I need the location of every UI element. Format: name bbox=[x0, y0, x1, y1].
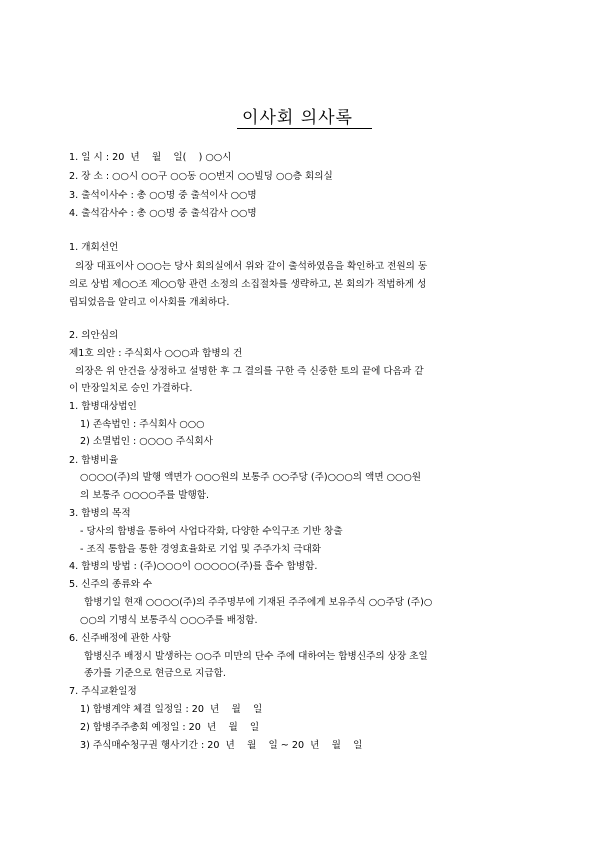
agenda-intro-line: 의장은 위 안건을 상정하고 설명한 후 그 결의를 구한 즉 신중한 토의 끝에 다음과 같 bbox=[69, 366, 424, 377]
header-auditors: 4. 출석감사수 : 총 ○○명 중 출석감사 ○○명 bbox=[69, 208, 257, 219]
opening-line: 의장 대표이사 ○○○는 당사 회의실에서 위와 같이 출석하였음을 확인하고 전원의 동 bbox=[69, 261, 428, 272]
merger-ratio-heading: 2. 합병비율 bbox=[69, 455, 119, 466]
agenda-heading: 2. 의안심의 bbox=[69, 330, 119, 341]
schedule-item: 1) 합병계약 체결 일정일 : 20 년 월 일 bbox=[80, 704, 263, 715]
merger-purpose-line: - 당사의 합병을 통하여 사업다각화, 다양한 수익구조 기반 창출 bbox=[80, 526, 343, 537]
opening-line: 립되었음을 알리고 이사회를 개최하다. bbox=[69, 297, 230, 308]
merger-purpose-line: - 조직 통합을 통한 경영효율화로 기업 및 주주가치 극대화 bbox=[80, 544, 322, 555]
document-title: 이사회 의사록 bbox=[242, 108, 353, 128]
new-shares-line: ○○의 기명식 보통주식 ○○○주를 배정함. bbox=[80, 615, 258, 626]
title-underline bbox=[237, 128, 372, 129]
agenda-item-title: 제1호 의안 : 주식회사 ○○○과 합병의 건 bbox=[69, 348, 243, 359]
schedule-heading: 7. 주식교환일정 bbox=[69, 686, 137, 697]
header-directors: 3. 출석이사수 : 총 ○○명 중 출석이사 ○○명 bbox=[69, 190, 257, 201]
allocation-line: 종가를 기준으로 현금으로 지급함. bbox=[84, 668, 226, 679]
new-shares-heading: 5. 신주의 종류와 수 bbox=[69, 579, 153, 590]
schedule-item: 3) 주식매수청구권 행사기간 : 20 년 월 일 ~ 20 년 월 일 bbox=[80, 740, 363, 751]
header-date: 1. 일 시 : 20 년 월 일( ) ○○시 bbox=[69, 152, 232, 163]
opening-line: 의로 상법 제○○조 제○○항 관련 소정의 소집절차를 생략하고, 본 회의가 적법하게 성 bbox=[69, 279, 427, 290]
merger-target-heading: 1. 합병대상법인 bbox=[69, 401, 137, 412]
merger-ratio-line: ○○○○(주)의 발행 액면가 ○○○원의 보통주 ○○주당 (주)○○○의 액면 ○○○원 bbox=[80, 472, 422, 483]
agenda-intro-line: 이 만장일치로 승인 가결하다. bbox=[69, 383, 193, 394]
schedule-item: 2) 합병주주총회 예정일 : 20 년 월 일 bbox=[80, 722, 260, 733]
merger-ratio-line: 의 보통주 ○○○○주를 발행함. bbox=[80, 490, 210, 501]
merger-purpose-heading: 3. 합병의 목적 bbox=[69, 508, 131, 519]
surviving-entity: 1) 존속법인 : 주식회사 ○○○ bbox=[80, 419, 205, 430]
allocation-heading: 6. 신주배정에 관한 사항 bbox=[69, 633, 171, 644]
new-shares-line: 합병기일 현재 ○○○○(주)의 주주명부에 기재된 주주에게 보유주식 ○○주당 (주)○ bbox=[84, 597, 433, 608]
header-place: 2. 장 소 : ○○시 ○○구 ○○동 ○○번지 ○○빌딩 ○○층 회의실 bbox=[69, 171, 333, 182]
allocation-line: 합병신주 배정시 발생하는 ○○주 미만의 단수 주에 대하여는 합병신주의 상장 초일 bbox=[84, 651, 428, 662]
opening-heading: 1. 개회선언 bbox=[69, 242, 119, 253]
dissolved-entity: 2) 소멸법인 : ○○○○ 주식회사 bbox=[80, 436, 213, 447]
merger-method: 4. 합병의 방법 : (주)○○○이 ○○○○○(주)를 흡수 합병함. bbox=[69, 561, 318, 572]
